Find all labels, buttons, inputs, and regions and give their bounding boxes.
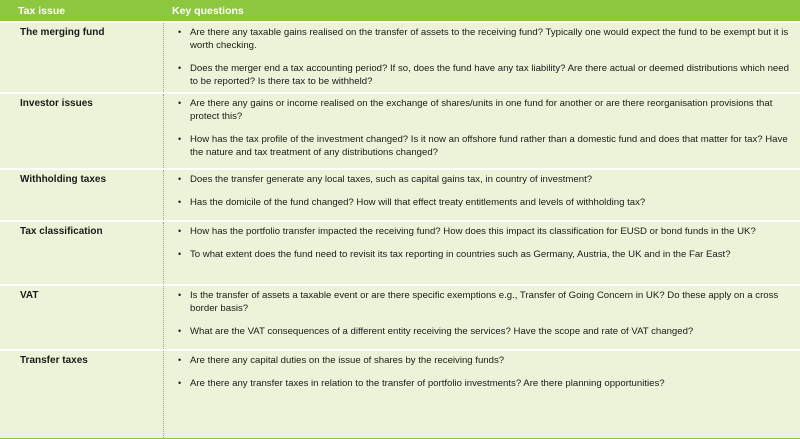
question-item: • Does the merger end a tax accounting period? If so, does the fund have any tax liability? Are there actual or deemed distributions which need to be reported? Is there tax to be withheld? xyxy=(178,63,789,87)
key-questions xyxy=(164,286,800,349)
table-header xyxy=(0,0,800,21)
table-row xyxy=(0,284,800,349)
tax-issue-label: VAT xyxy=(0,286,164,349)
question-item: • How has the tax profile of the investment changed? Is it now an offshore fund rather than a domestic fund and does that matter for tax? Have the nature and tax treatment of any distributions changed? xyxy=(178,134,788,158)
question-item: • How has the portfolio transfer impacted the receiving fund? How does this impact its classification for EUSD or bond funds in the UK? xyxy=(178,226,756,237)
tax-issue-label: Investor issues xyxy=(0,94,164,168)
header-key-questions: Key questions xyxy=(172,4,244,17)
question-item: • Are there any gains or income realised on the exchange of shares/units in one fund for another or are there reorganisation provisions that protect this? xyxy=(178,98,773,122)
key-questions xyxy=(164,170,800,220)
question-item: • Are there any capital duties on the issue of shares by the receiving funds? xyxy=(178,355,505,366)
bullet-icon: • xyxy=(178,249,182,259)
question-item: • To what extent does the fund need to revisit its tax reporting in countries such as Germany, Austria, the UK and in the Far East? xyxy=(178,249,731,260)
key-questions xyxy=(164,23,800,92)
key-questions xyxy=(164,94,800,168)
table-row xyxy=(0,220,800,284)
header-tax-issue: Tax issue xyxy=(18,4,66,17)
bullet-icon: • xyxy=(178,378,182,388)
key-questions xyxy=(164,222,800,284)
bullet-icon: • xyxy=(178,355,182,365)
question-item: • Is the transfer of assets a taxable event or are there specific exemptions e.g., Transfer of Going Concern in UK? Do these apply on a cross border basis? xyxy=(178,290,779,314)
table-row xyxy=(0,21,800,92)
question-item: • Does the transfer generate any local taxes, such as capital gains tax, in country of investment? xyxy=(178,174,593,185)
bullet-icon: • xyxy=(178,98,182,108)
bullet-icon: • xyxy=(178,326,182,336)
table-row xyxy=(0,349,800,438)
bullet-icon: • xyxy=(178,27,182,37)
bullet-icon: • xyxy=(178,197,182,207)
question-item: • Has the domicile of the fund changed? How will that effect treaty entitlements and levels of withholding tax? xyxy=(178,197,646,208)
key-questions xyxy=(164,351,800,438)
tax-issue-label: The merging fund xyxy=(0,23,164,92)
bullet-icon: • xyxy=(178,226,182,236)
tax-issue-label: Tax classification xyxy=(0,222,164,284)
bullet-icon: • xyxy=(178,63,182,73)
bullet-icon: • xyxy=(178,174,182,184)
bullet-icon: • xyxy=(178,134,182,144)
question-item: • Are there any taxable gains realised on the transfer of assets to the receiving fund? Typically one would expect the fund to be exempt but it is worth checking. xyxy=(178,27,789,51)
bullet-icon: • xyxy=(178,290,182,300)
question-item: • What are the VAT consequences of a different entity receiving the services? Have the scope and rate of VAT changed? xyxy=(178,326,694,337)
table-row xyxy=(0,168,800,220)
table-row xyxy=(0,92,800,168)
tax-issue-label: Transfer taxes xyxy=(0,351,164,438)
tax-issue-label: Withholding taxes xyxy=(0,170,164,220)
question-item: • Are there any transfer taxes in relation to the transfer of portfolio investments? Are there planning opportunities? xyxy=(178,378,665,389)
